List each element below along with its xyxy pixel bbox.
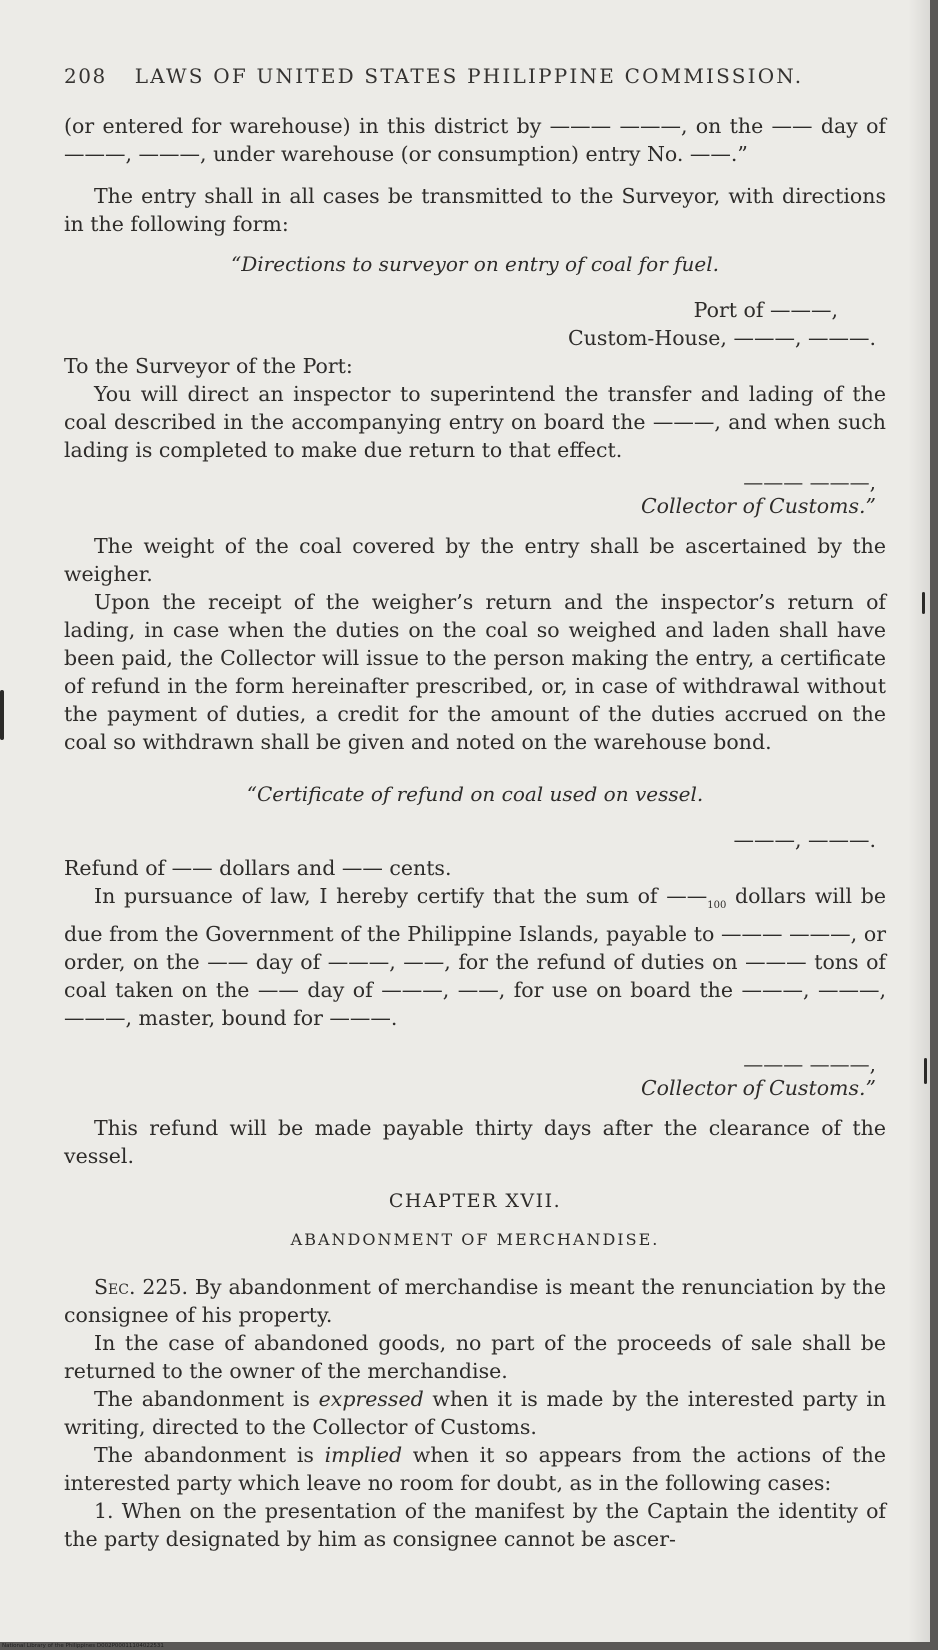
scan-footer: National Library of the Philippines D002P00011104022531 [2, 1643, 164, 1649]
paragraph-case-1: 1. When on the presentation of the manifest by the Captain the identity of the party designated by him as consignee cannot be ascer- [64, 1499, 886, 1552]
chapter-number: CHAPTER XVII. [388, 1190, 562, 1213]
paragraph-weight: The weight of the coal covered by the entry shall be ascertained by the weigher. [64, 534, 886, 586]
running-title: LAWS OF UNITED STATES PHILIPPINE COMMISSION. [134, 64, 804, 88]
paragraph-entry-transmitted: The entry shall in all cases be transmitted to the Surveyor, with directions in the following form: [64, 184, 886, 236]
paragraph-abandoned-goods: In the case of abandoned goods, no part of the proceeds of sale shall be returned to the owner of the merchandise. [64, 1331, 886, 1384]
implied-term: implied [324, 1443, 403, 1468]
form1-custom-house-line: Custom-House, ———, ———. [567, 326, 876, 350]
section-label: Sec. 225. [94, 1275, 189, 1300]
chapter-title: ABANDONMENT OF MERCHANDISE. [290, 1230, 660, 1250]
form2-body-start: In pursuance of law, I hereby certify that the sum of —— [94, 884, 708, 908]
form1-port-line: Port of ———, [693, 298, 838, 322]
margin-mark-right-upper [922, 592, 925, 614]
running-head [64, 64, 886, 88]
section-225 [64, 1273, 886, 1329]
implied-text-end: when it so appears from the actions of the interested party which leave no room for doubt, as in the following cases: [64, 1443, 886, 1496]
form2-date-line: ———, ———. [733, 828, 876, 852]
form2-body-end: dollars will be due from the Government of the Philippine Islands, payable to ——— ———, or order, on the —— day of ———, ——, for the refund of duties on ——— tons of coal taken on the —— day of ———, ——, for use on board the ———, ———, ———, master, bound for ———. [64, 884, 886, 1031]
implied-text-start: The abandonment is [94, 1443, 325, 1468]
form1-signature: Collector of Customs.” [640, 494, 876, 518]
form2-signature-blank: ——— ———, [743, 1052, 876, 1077]
form2-heading: “Certificate of refund on coal used on vessel. [246, 782, 704, 806]
expressed-text-start: The abandonment is [94, 1387, 319, 1412]
page-number: 208 [64, 64, 107, 88]
form2-body [64, 882, 886, 1032]
paragraph-receipt: Upon the receipt of the weigher’s return and the inspector’s return of lading, in case when the duties on the coal so weighed and laden shall have been paid, the Collector will issue to the person making the entry, a certificate of refund in the form hereinafter prescribed, or, in case of withdrawal without the payment of duties, a credit for the amount of the duties accrued on the coal so withdrawn shall be given and noted on the warehouse bond. [64, 590, 886, 754]
form2-fraction: 100 [707, 900, 727, 912]
margin-mark-left [0, 690, 4, 740]
section-text: By abandonment of merchandise is meant the renunciation by the consignee of his property. [64, 1275, 886, 1328]
margin-mark-right-lower [924, 1058, 927, 1084]
form1-addressee: To the Surveyor of the Port: [64, 354, 353, 378]
form1-body: You will direct an inspector to superintend the transfer and lading of the coal described in the accompanying entry on board the ———, and when such lading is completed to make due return to that effect. [64, 382, 886, 462]
expressed-text-end: when it is made by the interested party in writing, directed to the Collector of Customs. [64, 1387, 886, 1440]
form1-signature-blank: ——— ———, [743, 470, 876, 494]
spine-shadow [908, 0, 930, 1642]
expressed-term: expressed [318, 1387, 424, 1412]
form2-signature: Collector of Customs.” [640, 1076, 876, 1101]
paragraph-expressed [64, 1385, 886, 1441]
paragraph-continuation: (or entered for warehouse) in this district by ——— ———, on the —— day of ———, ———, under warehouse (or consumption) entry No. ——.” [64, 114, 886, 166]
paragraph-implied [64, 1441, 886, 1497]
form1-heading: “Directions to surveyor on entry of coal for fuel. [231, 252, 719, 276]
paragraph-refund-payable: This refund will be made payable thirty days after the clearance of the vessel. [64, 1116, 886, 1169]
form2-refund-line: Refund of —— dollars and —— cents. [64, 856, 452, 880]
